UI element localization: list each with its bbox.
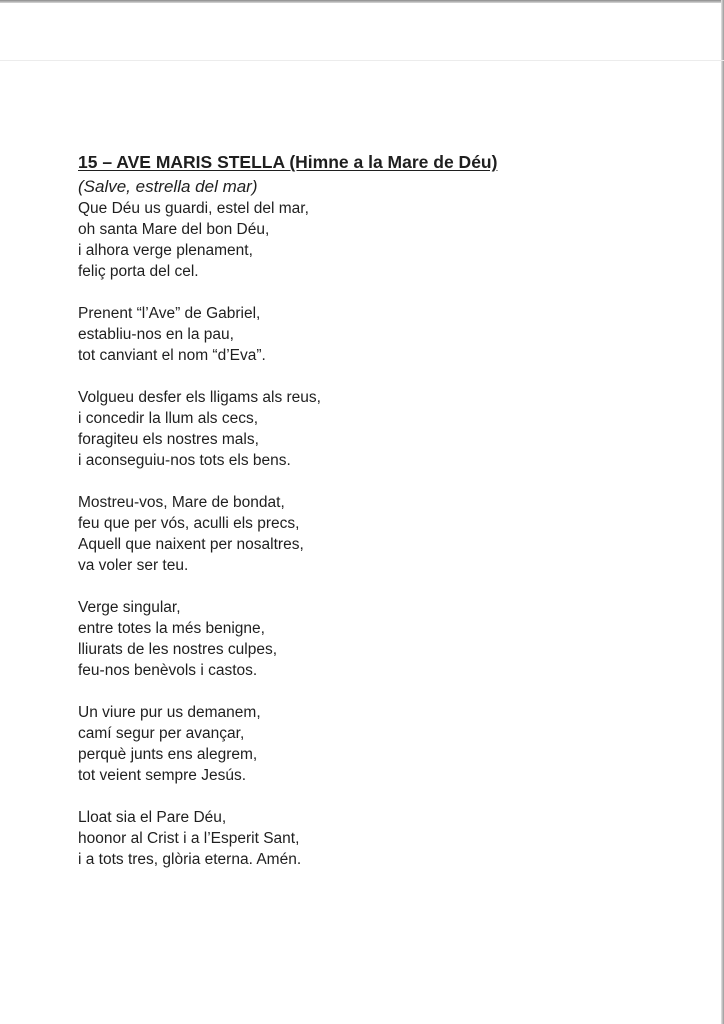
- stanza-6: [78, 702, 638, 786]
- stanza-3: [78, 387, 638, 471]
- verse-line: i alhora verge plenament,: [78, 242, 253, 259]
- verse-line: lliurats de les nostres culpes,: [78, 641, 278, 658]
- verse-line: Aquell que naixent per nosaltres,: [78, 536, 304, 553]
- verse-line: i concedir la llum als cecs,: [78, 410, 259, 427]
- verse-line: Prenent “l’Ave” de Gabriel,: [78, 305, 261, 322]
- verse-line: feliç porta del cel.: [78, 263, 199, 280]
- verse-line: va voler ser teu.: [78, 557, 189, 574]
- verse-line: i aconseguiu-nos tots els bens.: [78, 452, 291, 469]
- stanza-7: [78, 807, 638, 870]
- verse-line: feu-nos benèvols i castos.: [78, 662, 258, 679]
- hymn-content: [78, 150, 638, 891]
- verse-line: hoonor al Crist i a l’Esperit Sant,: [78, 830, 300, 847]
- verse-line: Verge singular,: [78, 599, 181, 616]
- stanza-1: [78, 198, 638, 282]
- verse-line: Mostreu-vos, Mare de bondat,: [78, 494, 285, 511]
- scan-edge-top: [0, 0, 724, 3]
- verse-line: tot veient sempre Jesús.: [78, 767, 246, 784]
- verse-line: i a tots tres, glòria eterna. Amén.: [78, 851, 302, 868]
- stanza-2: [78, 303, 638, 366]
- verse-line: tot canviant el nom “d’Eva”.: [78, 347, 266, 364]
- verse-line: Lloat sia el Pare Déu,: [78, 809, 227, 826]
- verse-line: Un viure pur us demanem,: [78, 704, 261, 721]
- verse-line: foragiteu els nostres mals,: [78, 431, 259, 448]
- stanza-4: [78, 492, 638, 576]
- scan-fold-line: [0, 60, 724, 61]
- verse-line: camí segur per avançar,: [78, 725, 245, 742]
- verse-line: establiu-nos en la pau,: [78, 326, 234, 343]
- verse-line: oh santa Mare del bon Déu,: [78, 221, 270, 238]
- verse-line: feu que per vós, aculli els precs,: [78, 515, 300, 532]
- verse-line: perquè junts ens alegrem,: [78, 746, 258, 763]
- stanza-5: [78, 597, 638, 681]
- verse-line: Volgueu desfer els lligams als reus,: [78, 389, 321, 406]
- hymn-subtitle: (Salve, estrella del mar): [78, 177, 258, 196]
- verse-line: entre totes la més benigne,: [78, 620, 265, 637]
- hymn-title: 15 – AVE MARIS STELLA (Himne a la Mare de Déu): [78, 152, 498, 172]
- verse-line: Que Déu us guardi, estel del mar,: [78, 200, 309, 217]
